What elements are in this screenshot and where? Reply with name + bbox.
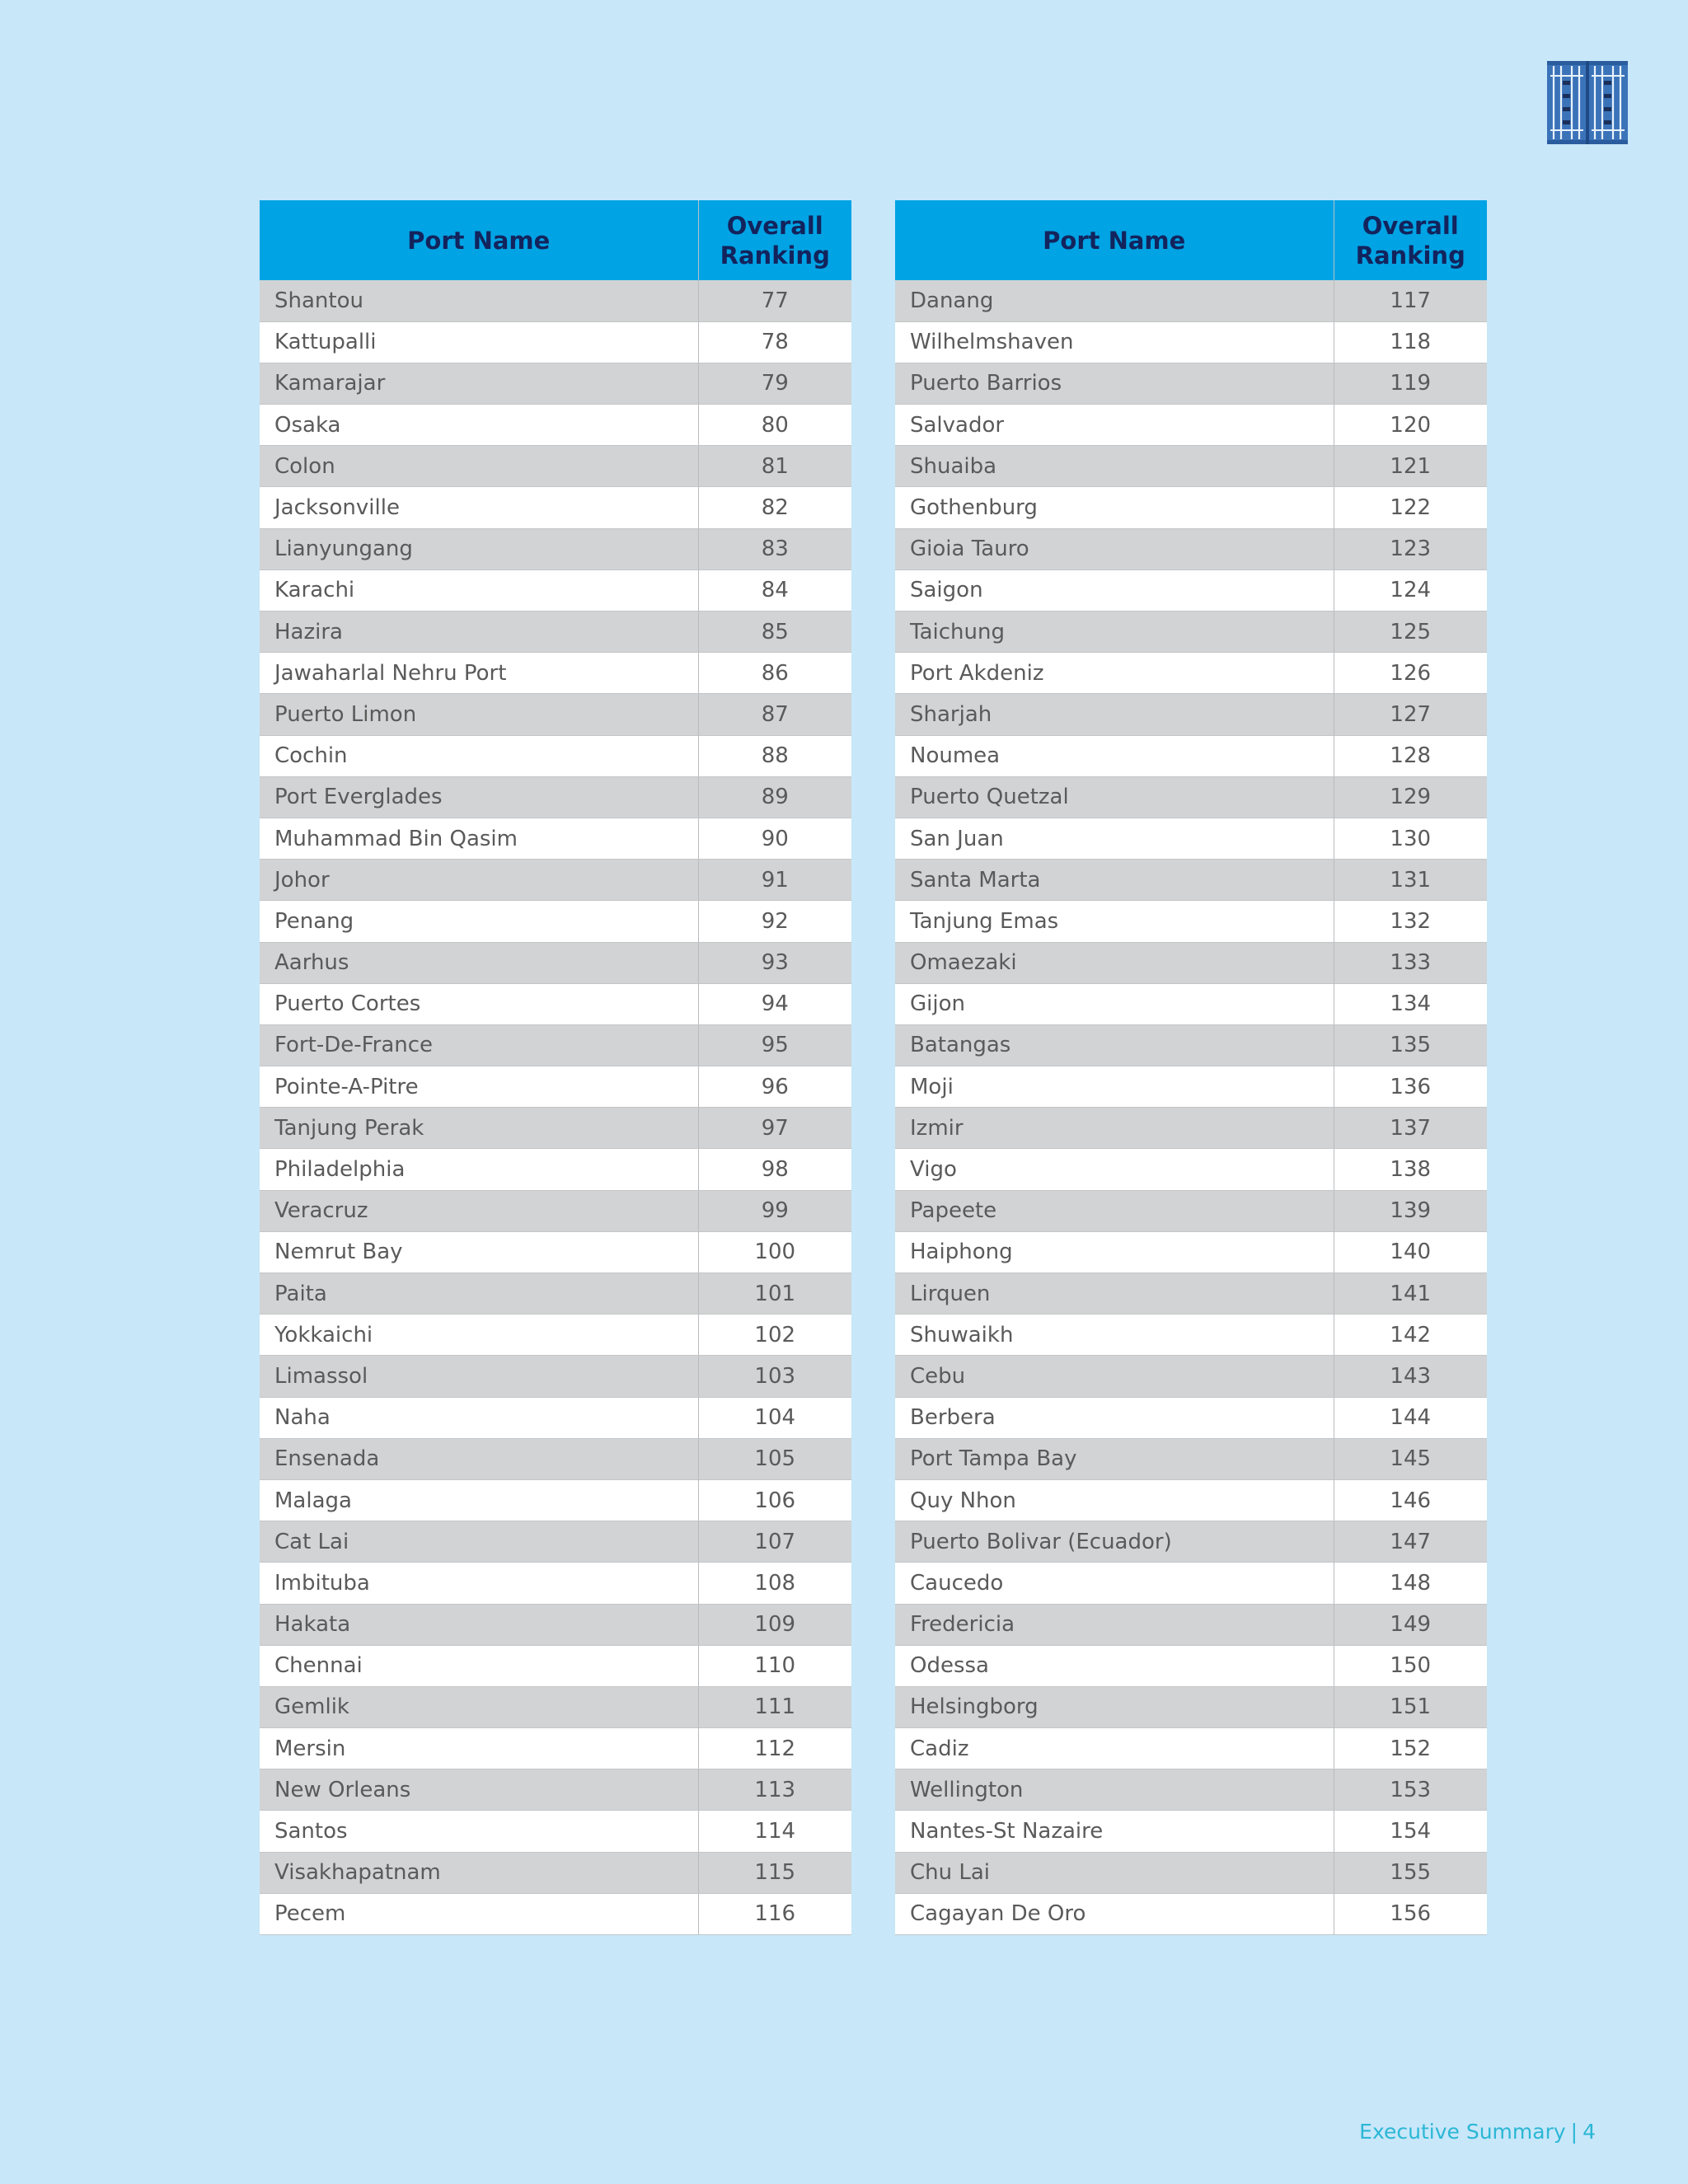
overall-ranking-cell: 82: [698, 487, 851, 528]
overall-ranking-cell: 107: [698, 1521, 851, 1563]
overall-ranking-header: [698, 200, 851, 280]
overall-ranking-cell: 128: [1334, 735, 1487, 776]
overall-ranking-cell: 117: [1334, 280, 1487, 321]
overall-ranking-cell: 108: [698, 1563, 851, 1604]
port-name-cell: Cebu: [895, 1356, 1334, 1397]
table-row: [895, 487, 1487, 528]
port-name-cell: Shuwaikh: [895, 1315, 1334, 1356]
table-row: [260, 1231, 851, 1272]
table-row: [260, 1852, 851, 1893]
overall-ranking-cell: 81: [698, 446, 851, 487]
port-name-cell: Gothenburg: [895, 487, 1334, 528]
port-name-header: Port Name: [895, 200, 1334, 280]
table-row: [260, 363, 851, 404]
overall-ranking-cell: 99: [698, 1190, 851, 1231]
overall-ranking-cell: 123: [1334, 528, 1487, 569]
table-row: [895, 1893, 1487, 1934]
table-row: [260, 653, 851, 694]
ranking-header-line2: Ranking: [1355, 241, 1465, 269]
table-row: [895, 1521, 1487, 1563]
overall-ranking-cell: 155: [1334, 1852, 1487, 1893]
overall-ranking-cell: 110: [698, 1645, 851, 1686]
table-row: [260, 1645, 851, 1686]
port-name-cell: Port Akdeniz: [895, 653, 1334, 694]
overall-ranking-cell: 111: [698, 1686, 851, 1727]
table-row: [895, 1108, 1487, 1149]
overall-ranking-cell: 152: [1334, 1728, 1487, 1769]
table-row: [260, 612, 851, 653]
overall-ranking-cell: 95: [698, 1024, 851, 1066]
overall-ranking-cell: 115: [698, 1852, 851, 1893]
port-name-cell: Penang: [260, 901, 698, 942]
table-row: [260, 1769, 851, 1811]
table-row: [895, 612, 1487, 653]
port-name-cell: Pointe-A-Pitre: [260, 1066, 698, 1108]
table-row: [895, 1315, 1487, 1356]
overall-ranking-cell: 88: [698, 735, 851, 776]
table-row: [260, 694, 851, 735]
table-row: [260, 1479, 851, 1521]
port-name-cell: Saigon: [895, 569, 1334, 611]
overall-ranking-cell: 125: [1334, 612, 1487, 653]
shipping-container-icon: [1547, 61, 1628, 144]
port-name-cell: Mersin: [260, 1728, 698, 1769]
port-name-cell: Port Tampa Bay: [895, 1438, 1334, 1479]
overall-ranking-header: [1334, 200, 1487, 280]
table-row: [260, 1356, 851, 1397]
port-name-cell: Papeete: [895, 1190, 1334, 1231]
overall-ranking-cell: 137: [1334, 1108, 1487, 1149]
table-row: [895, 942, 1487, 983]
table-row: [895, 1769, 1487, 1811]
port-name-cell: Puerto Limon: [260, 694, 698, 735]
port-name-cell: Fort-De-France: [260, 1024, 698, 1066]
port-name-cell: Naha: [260, 1397, 698, 1438]
table-row: [260, 446, 851, 487]
table-row: [895, 1356, 1487, 1397]
port-name-cell: Tanjung Emas: [895, 901, 1334, 942]
port-name-cell: Puerto Cortes: [260, 983, 698, 1024]
overall-ranking-cell: 121: [1334, 446, 1487, 487]
port-name-cell: Nemrut Bay: [260, 1231, 698, 1272]
port-name-cell: Ensenada: [260, 1438, 698, 1479]
table-row: [895, 1438, 1487, 1479]
table-row: [260, 901, 851, 942]
table-row: [895, 776, 1487, 818]
overall-ranking-cell: 150: [1334, 1645, 1487, 1686]
port-name-cell: Lirquen: [895, 1273, 1334, 1315]
port-name-cell: Chennai: [260, 1645, 698, 1686]
overall-ranking-cell: 97: [698, 1108, 851, 1149]
table-row: [260, 1604, 851, 1645]
table-row: [895, 735, 1487, 776]
table-row: [260, 1315, 851, 1356]
overall-ranking-cell: 131: [1334, 860, 1487, 901]
overall-ranking-cell: 114: [698, 1811, 851, 1852]
footer-section-title: Executive Summary: [1359, 2120, 1566, 2144]
table-row: [260, 528, 851, 569]
table-row: [895, 1231, 1487, 1272]
table-row: [260, 1438, 851, 1479]
port-name-cell: Karachi: [260, 569, 698, 611]
port-name-cell: Osaka: [260, 405, 698, 446]
port-name-cell: Wellington: [895, 1769, 1334, 1811]
overall-ranking-cell: 79: [698, 363, 851, 404]
port-name-cell: Caucedo: [895, 1563, 1334, 1604]
overall-ranking-cell: 133: [1334, 942, 1487, 983]
overall-ranking-cell: 146: [1334, 1479, 1487, 1521]
overall-ranking-cell: 90: [698, 818, 851, 859]
port-name-cell: Fredericia: [895, 1604, 1334, 1645]
overall-ranking-cell: 100: [698, 1231, 851, 1272]
overall-ranking-cell: 129: [1334, 776, 1487, 818]
overall-ranking-cell: 135: [1334, 1024, 1487, 1066]
port-name-cell: Philadelphia: [260, 1149, 698, 1190]
overall-ranking-cell: 154: [1334, 1811, 1487, 1852]
port-name-cell: Visakhapatnam: [260, 1852, 698, 1893]
table-row: [260, 983, 851, 1024]
port-name-cell: Jawaharlal Nehru Port: [260, 653, 698, 694]
table-row: [260, 1563, 851, 1604]
ranking-header-line1: Overall: [1362, 211, 1459, 240]
table-header-row: [260, 200, 851, 280]
port-name-cell: Veracruz: [260, 1190, 698, 1231]
table-row: [895, 1479, 1487, 1521]
port-name-cell: Imbituba: [260, 1563, 698, 1604]
port-name-cell: Puerto Bolivar (Ecuador): [895, 1521, 1334, 1563]
port-name-cell: Tanjung Perak: [260, 1108, 698, 1149]
port-name-cell: Taichung: [895, 612, 1334, 653]
overall-ranking-cell: 138: [1334, 1149, 1487, 1190]
overall-ranking-cell: 127: [1334, 694, 1487, 735]
overall-ranking-cell: 134: [1334, 983, 1487, 1024]
table-row: [895, 1811, 1487, 1852]
table-row: [260, 776, 851, 818]
port-name-cell: Gijon: [895, 983, 1334, 1024]
port-name-cell: Puerto Quetzal: [895, 776, 1334, 818]
overall-ranking-cell: 142: [1334, 1315, 1487, 1356]
table-row: [260, 1728, 851, 1769]
port-name-cell: Shantou: [260, 280, 698, 321]
port-name-cell: Sharjah: [895, 694, 1334, 735]
overall-ranking-cell: 94: [698, 983, 851, 1024]
overall-ranking-cell: 148: [1334, 1563, 1487, 1604]
table-row: [895, 1190, 1487, 1231]
overall-ranking-cell: 126: [1334, 653, 1487, 694]
table-row: [895, 1604, 1487, 1645]
port-name-cell: Limassol: [260, 1356, 698, 1397]
footer-separator: |: [1570, 2120, 1578, 2144]
port-name-cell: Aarhus: [260, 942, 698, 983]
overall-ranking-cell: 120: [1334, 405, 1487, 446]
table-row: [895, 860, 1487, 901]
overall-ranking-cell: 102: [698, 1315, 851, 1356]
table-row: [895, 653, 1487, 694]
overall-ranking-cell: 87: [698, 694, 851, 735]
table-row: [895, 901, 1487, 942]
table-row: [260, 860, 851, 901]
port-name-cell: New Orleans: [260, 1769, 698, 1811]
port-name-cell: Hakata: [260, 1604, 698, 1645]
port-name-cell: San Juan: [895, 818, 1334, 859]
port-name-cell: Colon: [260, 446, 698, 487]
port-name-cell: Batangas: [895, 1024, 1334, 1066]
table-row: [895, 1273, 1487, 1315]
port-name-cell: Santos: [260, 1811, 698, 1852]
port-name-cell: Haiphong: [895, 1231, 1334, 1272]
overall-ranking-cell: 89: [698, 776, 851, 818]
port-name-cell: Muhammad Bin Qasim: [260, 818, 698, 859]
table-row: [895, 1686, 1487, 1727]
port-name-cell: Paita: [260, 1273, 698, 1315]
port-name-cell: Gioia Tauro: [895, 528, 1334, 569]
port-ranking-table-right: [895, 200, 1487, 1935]
port-name-cell: Chu Lai: [895, 1852, 1334, 1893]
overall-ranking-cell: 130: [1334, 818, 1487, 859]
port-name-cell: Cat Lai: [260, 1521, 698, 1563]
ranking-header-line1: Overall: [726, 211, 823, 240]
overall-ranking-cell: 151: [1334, 1686, 1487, 1727]
overall-ranking-cell: 140: [1334, 1231, 1487, 1272]
overall-ranking-cell: 144: [1334, 1397, 1487, 1438]
table-row: [260, 1397, 851, 1438]
overall-ranking-cell: 153: [1334, 1769, 1487, 1811]
page-number: 4: [1582, 2120, 1596, 2144]
table-row: [895, 1852, 1487, 1893]
overall-ranking-cell: 149: [1334, 1604, 1487, 1645]
table-row: [260, 1686, 851, 1727]
table-row: [260, 280, 851, 321]
port-name-cell: Helsingborg: [895, 1686, 1334, 1727]
port-name-cell: Omaezaki: [895, 942, 1334, 983]
overall-ranking-cell: 104: [698, 1397, 851, 1438]
port-name-cell: Odessa: [895, 1645, 1334, 1686]
page-footer: [1359, 2120, 1596, 2144]
overall-ranking-cell: 124: [1334, 569, 1487, 611]
port-name-cell: Quy Nhon: [895, 1479, 1334, 1521]
port-name-cell: Jacksonville: [260, 487, 698, 528]
overall-ranking-cell: 145: [1334, 1438, 1487, 1479]
table-row: [895, 1066, 1487, 1108]
table-row: [895, 983, 1487, 1024]
table-row: [895, 405, 1487, 446]
port-name-cell: Gemlik: [260, 1686, 698, 1727]
table-row: [260, 818, 851, 859]
port-name-cell: Berbera: [895, 1397, 1334, 1438]
table-row: [895, 1149, 1487, 1190]
port-name-cell: Kamarajar: [260, 363, 698, 404]
overall-ranking-cell: 93: [698, 942, 851, 983]
port-name-cell: Shuaiba: [895, 446, 1334, 487]
port-name-cell: Izmir: [895, 1108, 1334, 1149]
overall-ranking-cell: 116: [698, 1893, 851, 1934]
overall-ranking-cell: 113: [698, 1769, 851, 1811]
table-row: [260, 1024, 851, 1066]
overall-ranking-cell: 98: [698, 1149, 851, 1190]
overall-ranking-cell: 147: [1334, 1521, 1487, 1563]
port-name-cell: Cagayan De Oro: [895, 1893, 1334, 1934]
overall-ranking-cell: 106: [698, 1479, 851, 1521]
port-name-cell: Noumea: [895, 735, 1334, 776]
port-name-cell: Vigo: [895, 1149, 1334, 1190]
overall-ranking-cell: 80: [698, 405, 851, 446]
overall-ranking-cell: 86: [698, 653, 851, 694]
overall-ranking-cell: 141: [1334, 1273, 1487, 1315]
table-body: [895, 280, 1487, 1935]
overall-ranking-cell: 91: [698, 860, 851, 901]
overall-ranking-cell: 122: [1334, 487, 1487, 528]
overall-ranking-cell: 77: [698, 280, 851, 321]
table-row: [895, 1397, 1487, 1438]
table-row: [260, 405, 851, 446]
port-name-cell: Pecem: [260, 1893, 698, 1934]
table-row: [895, 1645, 1487, 1686]
table-row: [895, 363, 1487, 404]
table-row: [260, 735, 851, 776]
overall-ranking-cell: 109: [698, 1604, 851, 1645]
overall-ranking-cell: 156: [1334, 1893, 1487, 1934]
table-row: [260, 1273, 851, 1315]
port-name-cell: Malaga: [260, 1479, 698, 1521]
port-name-cell: Wilhelmshaven: [895, 321, 1334, 363]
table-row: [895, 528, 1487, 569]
ranking-header-line2: Ranking: [720, 241, 830, 269]
overall-ranking-cell: 132: [1334, 901, 1487, 942]
port-name-cell: Hazira: [260, 612, 698, 653]
port-name-cell: Cochin: [260, 735, 698, 776]
table-row: [895, 818, 1487, 859]
overall-ranking-cell: 139: [1334, 1190, 1487, 1231]
table-row: [260, 487, 851, 528]
table-row: [260, 1811, 851, 1852]
table-row: [260, 321, 851, 363]
table-row: [895, 1728, 1487, 1769]
table-row: [895, 1563, 1487, 1604]
port-name-cell: Danang: [895, 280, 1334, 321]
port-name-cell: Yokkaichi: [260, 1315, 698, 1356]
port-ranking-table-left: [260, 200, 851, 1935]
overall-ranking-cell: 118: [1334, 321, 1487, 363]
table-row: [260, 942, 851, 983]
table-row: [260, 1521, 851, 1563]
port-name-cell: Kattupalli: [260, 321, 698, 363]
overall-ranking-cell: 78: [698, 321, 851, 363]
port-name-cell: Cadiz: [895, 1728, 1334, 1769]
overall-ranking-cell: 83: [698, 528, 851, 569]
port-name-cell: Puerto Barrios: [895, 363, 1334, 404]
table-row: [895, 280, 1487, 321]
table-row: [895, 446, 1487, 487]
overall-ranking-cell: 92: [698, 901, 851, 942]
table-row: [260, 1149, 851, 1190]
port-name-cell: Santa Marta: [895, 860, 1334, 901]
port-name-cell: Nantes-St Nazaire: [895, 1811, 1334, 1852]
table-body: [260, 280, 851, 1935]
table-row: [895, 694, 1487, 735]
port-name-cell: Port Everglades: [260, 776, 698, 818]
overall-ranking-cell: 143: [1334, 1356, 1487, 1397]
table-row: [895, 569, 1487, 611]
table-row: [895, 1024, 1487, 1066]
table-row: [260, 1066, 851, 1108]
table-header-row: [895, 200, 1487, 280]
port-name-cell: Johor: [260, 860, 698, 901]
table-row: [895, 321, 1487, 363]
port-name-cell: Lianyungang: [260, 528, 698, 569]
overall-ranking-cell: 103: [698, 1356, 851, 1397]
overall-ranking-cell: 112: [698, 1728, 851, 1769]
overall-ranking-cell: 119: [1334, 363, 1487, 404]
port-name-header: Port Name: [260, 200, 698, 280]
table-row: [260, 569, 851, 611]
overall-ranking-cell: 136: [1334, 1066, 1487, 1108]
overall-ranking-cell: 96: [698, 1066, 851, 1108]
table-row: [260, 1893, 851, 1934]
port-name-cell: Moji: [895, 1066, 1334, 1108]
overall-ranking-cell: 101: [698, 1273, 851, 1315]
port-name-cell: Salvador: [895, 405, 1334, 446]
overall-ranking-cell: 84: [698, 569, 851, 611]
table-row: [260, 1108, 851, 1149]
overall-ranking-cell: 105: [698, 1438, 851, 1479]
overall-ranking-cell: 85: [698, 612, 851, 653]
table-row: [260, 1190, 851, 1231]
